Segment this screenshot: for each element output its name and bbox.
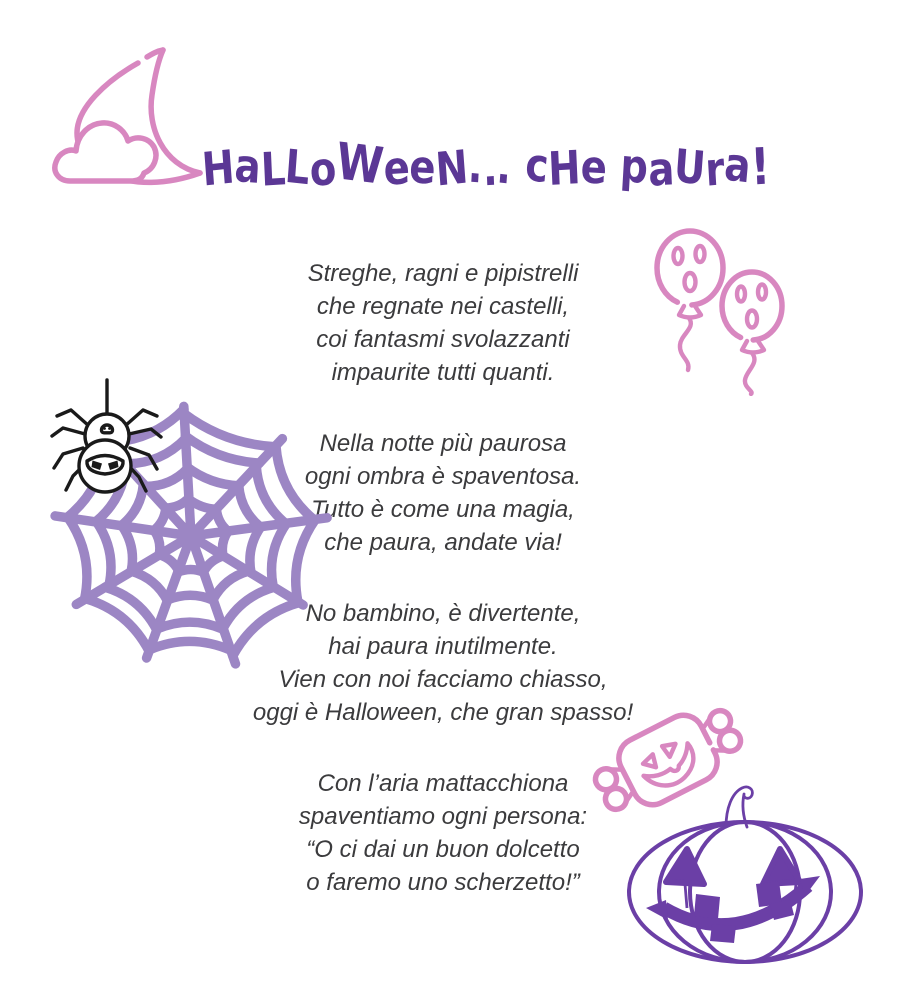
poem-stanza-1 [118,257,768,389]
pumpkin-icon [612,780,882,970]
poem-line: spaventiamo ogni persona: [298,803,588,830]
poem-line: No bambino, è divertente, [305,600,581,627]
poem-line: che paura, andate via! [324,529,562,556]
cloud-icon [55,123,156,181]
poem-line: Vien con noi facciamo chiasso, [278,666,608,693]
poem-line: “O ci dai un buon dolcetto [306,836,580,863]
poem-line: Streghe, ragni e pipistrelli [307,260,579,287]
poem-line: coi fantasmi svolazzanti [316,326,570,353]
moon-cloud-icon [50,28,215,198]
poem-line: o faremo uno scherzetto!” [306,869,580,896]
poem-line: oggi è Halloween, che gran spasso! [252,699,634,726]
poem-line: Con l’aria mattacchiona [317,770,569,797]
poem-line: ogni ombra è spaventosa. [304,463,582,490]
poem-line: hai paura inutilmente. [328,633,558,660]
page-title: HaLLoWeeN... cHe paUra! [200,131,772,198]
poem-line: che regnate nei castelli, [316,293,570,320]
poem-line: impaurite tutti quanti. [331,359,555,386]
poem-line: Nella notte più paurosa [319,430,567,457]
spider-web-icon [45,372,337,677]
poem-line: Tutto è come una magia, [311,496,575,523]
